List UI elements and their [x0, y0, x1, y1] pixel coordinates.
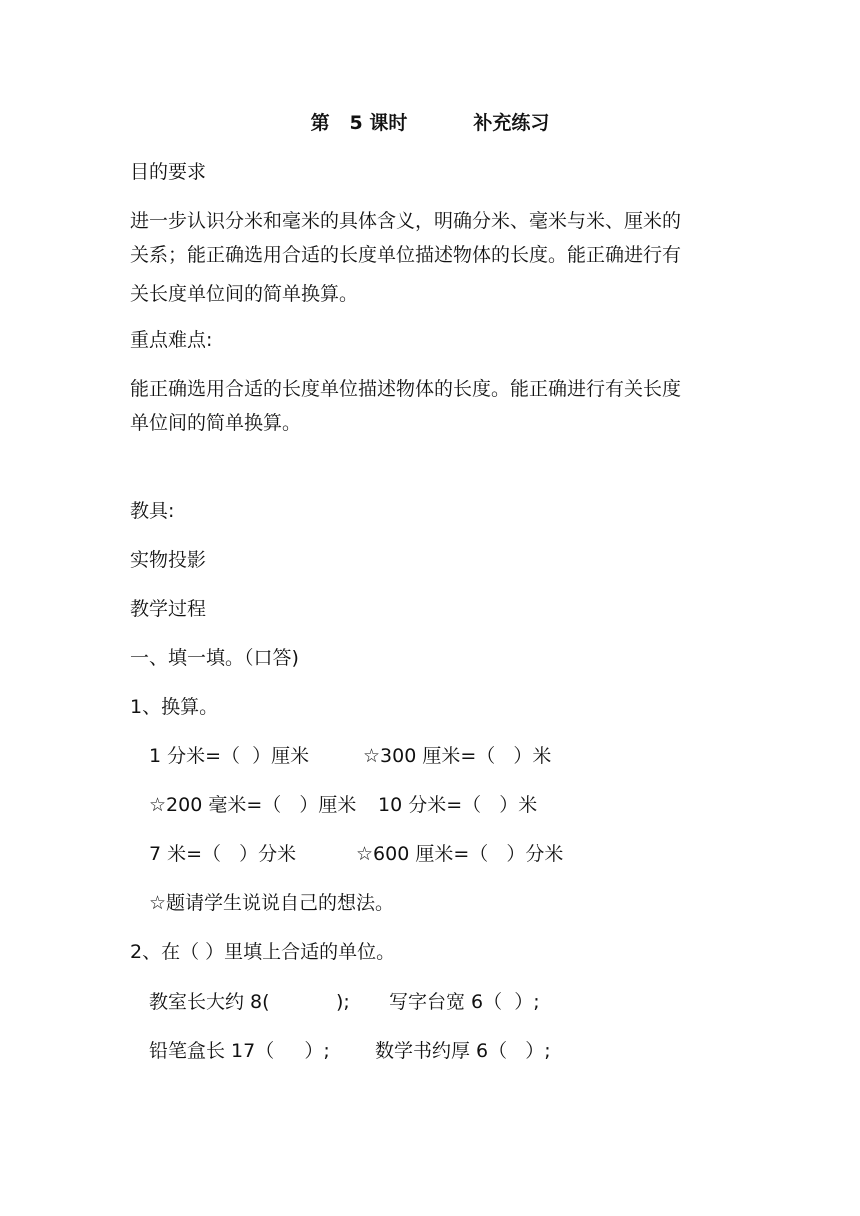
- q2-row1-right: 写字台宽 6（ ）;: [389, 991, 540, 1013]
- q1-row3-right: ☆600 厘米=（ ）分米: [356, 843, 564, 865]
- q1-row2-right: 10 分米=（ ）米: [378, 794, 538, 816]
- key-points-line-2: 单位间的简单换算。: [130, 412, 302, 434]
- q2-row2-right: 数学书约厚 6（ ）;: [375, 1040, 551, 1062]
- objective-line-3: 关长度单位间的简单换算。: [130, 283, 359, 305]
- objective-line-2: 关系；能正确选用合适的长度单位描述物体的长度。能正确进行有: [130, 244, 682, 266]
- q2-row1-left: 教室长大约 8( );: [149, 991, 350, 1013]
- tools-heading: 教具:: [130, 500, 175, 522]
- key-points-line-1: 能正确选用合适的长度单位描述物体的长度。能正确进行有关长度: [130, 378, 682, 400]
- q1-note: ☆题请学生说说自己的想法。: [149, 892, 395, 914]
- q1-row2-left: ☆200 毫米=（ ）厘米: [149, 794, 357, 816]
- q2-row2-left: 铅笔盒长 17（ ）;: [149, 1040, 330, 1062]
- objective-heading: 目的要求: [130, 161, 207, 183]
- tools-value: 实物投影: [130, 549, 207, 571]
- q1-row1-left: 1 分米=（ ）厘米: [149, 745, 310, 767]
- process-heading: 教学过程: [130, 598, 207, 620]
- part1-heading: 一、填一填。（口答): [130, 647, 299, 669]
- q1-row1-right: ☆300 厘米=（ ）米: [363, 745, 552, 767]
- lesson-topic: 补充练习: [473, 112, 550, 134]
- objective-line-1: 进一步认识分米和毫米的具体含义，明确分米、毫米与米、厘米的: [130, 210, 682, 232]
- question1-heading: 1、换算。: [130, 696, 219, 718]
- key-points-heading: 重点难点:: [130, 329, 213, 351]
- q1-row3-left: 7 米=（ ）分米: [149, 843, 297, 865]
- page-title: [0, 111, 860, 135]
- lesson-number: 第 5 课时: [310, 112, 408, 134]
- question2-heading: 2、在（ ）里填上合适的单位。: [130, 941, 396, 963]
